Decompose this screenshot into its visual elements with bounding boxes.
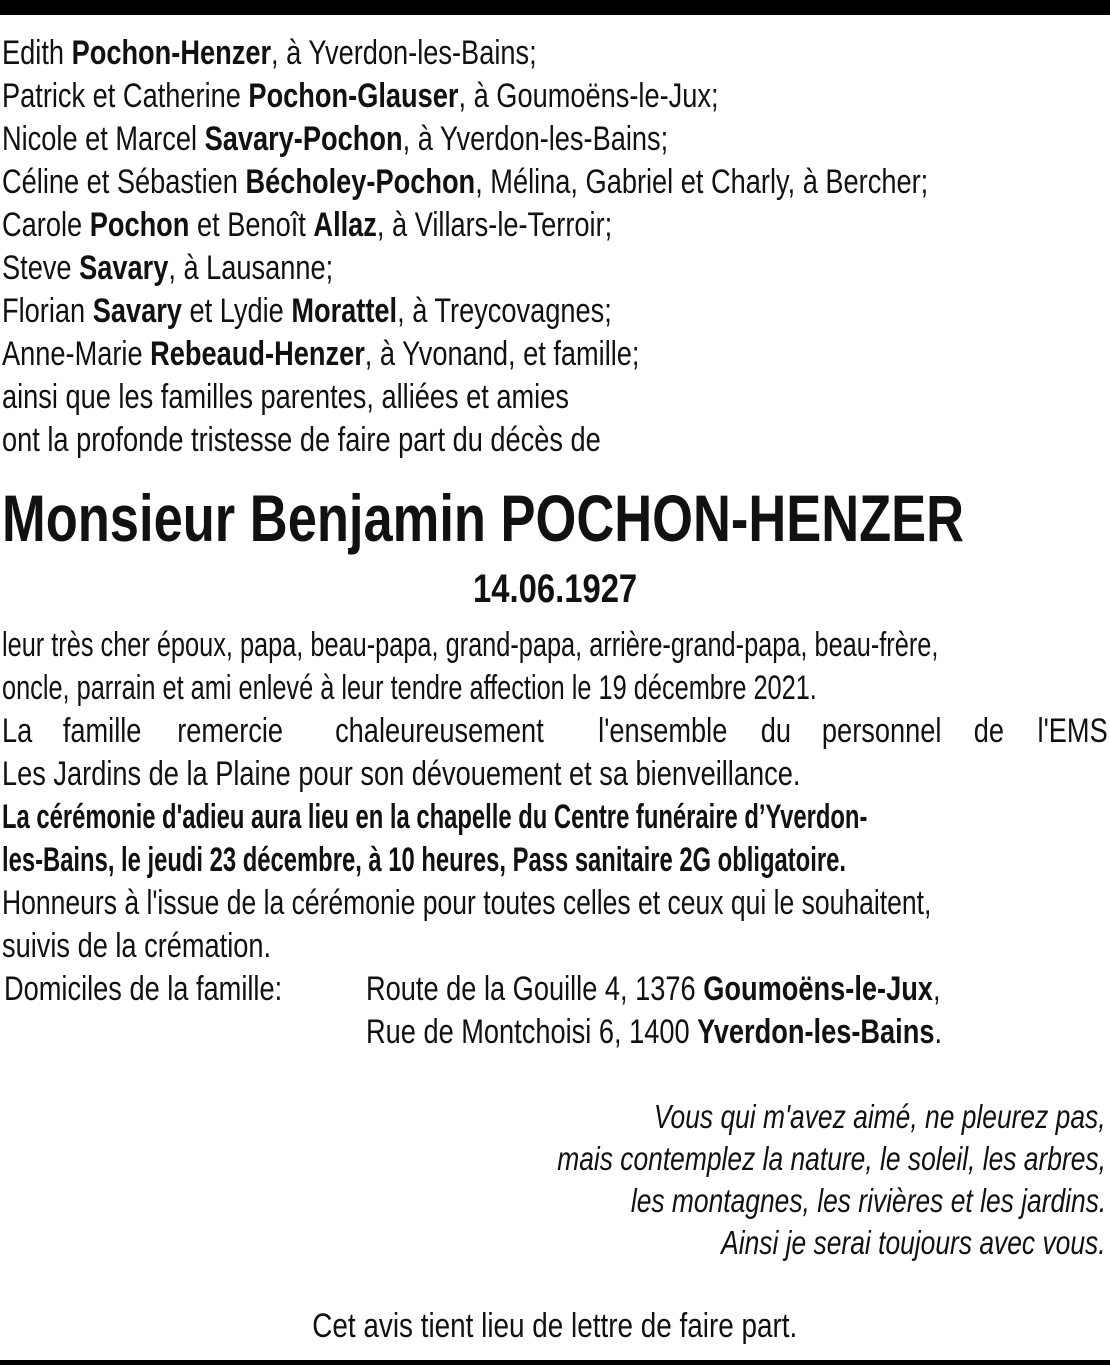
notice-body bbox=[2, 624, 1110, 1054]
poem-line: les montagnes, les rivières et les jardins. bbox=[630, 1182, 1106, 1219]
family-location: , à Goumoëns-le-Jux; bbox=[458, 77, 719, 115]
address-row bbox=[2, 968, 1110, 1011]
poem-line: Ainsi je serai toujours avec vous. bbox=[721, 1224, 1106, 1261]
address-row bbox=[2, 1011, 1110, 1054]
body-line: oncle, parrain et ami enlevé à leur tendre affection le 19 décembre 2021. bbox=[2, 669, 817, 707]
top-rule bbox=[0, 0, 1110, 15]
body-line: leur très cher époux, papa, beau-papa, grand-papa, arrière-grand-papa, beau-frère, bbox=[2, 626, 939, 664]
address-2: Rue de Montchoisi 6, 1400 Yverdon-les-Bains. bbox=[366, 1013, 943, 1051]
thanks-line bbox=[2, 710, 1108, 753]
family-given-names: Carole bbox=[2, 206, 90, 244]
family-location: , Mélina, Gabriel et Charly, à Bercher; bbox=[475, 163, 929, 201]
family-surname: Savary-Pochon bbox=[204, 120, 403, 158]
family-surname: Savary bbox=[79, 249, 169, 287]
thanks-line-2: Les Jardins de la Plaine pour son dévouement et sa bienveillance. bbox=[2, 755, 801, 793]
poem-line: mais contemplez la nature, le soleil, les arbres, bbox=[557, 1140, 1106, 1177]
family-line: Florian Savary et Lydie Morattel, à Treycovagnes; bbox=[2, 292, 612, 330]
address-label: Domiciles de la famille: bbox=[4, 970, 283, 1008]
family-line bbox=[2, 118, 1110, 161]
family-line bbox=[2, 247, 1110, 290]
family-given-names: Anne-Marie bbox=[2, 335, 151, 373]
family-given-names: Florian bbox=[2, 292, 93, 330]
thanks-word: La bbox=[2, 712, 33, 750]
family-location: , à Yverdon-les-Bains; bbox=[271, 34, 537, 72]
thanks-word: famille bbox=[62, 712, 142, 750]
family-location: , à Yverdon-les-Bains; bbox=[402, 120, 669, 158]
family-given-names: Céline et Sébastien bbox=[2, 163, 246, 201]
address-1: Route de la Gouille 4, 1376 Goumoëns-le-Jux, bbox=[366, 970, 941, 1008]
family-line bbox=[2, 333, 1110, 376]
family-surname-partner: Morattel bbox=[291, 292, 398, 330]
honours-line: Honneurs à l'issue de la cérémonie pour toutes celles et ceux qui le souhaitent, bbox=[2, 884, 932, 922]
address-town: Yverdon-les-Bains bbox=[697, 1013, 935, 1051]
family-surname: Savary bbox=[92, 292, 182, 330]
thanks-word: l'ensemble bbox=[598, 712, 728, 750]
poem-line: Vous qui m'avez aimé, ne pleurez pas, bbox=[654, 1098, 1106, 1135]
ceremony-line: les-Bains, le jeudi 23 décembre, à 10 heures, Pass sanitaire 2G obligatoire. bbox=[2, 841, 846, 879]
family-given-names: Edith bbox=[2, 34, 72, 72]
intro-line: ont la profonde tristesse de faire part du décès de bbox=[2, 421, 601, 459]
family-surname: Bécholey-Pochon bbox=[245, 163, 476, 201]
intro-line: ainsi que les familles parentes, alliées et amies bbox=[2, 378, 569, 416]
thanks-word: chaleureusement bbox=[334, 712, 544, 750]
family-location: , à Lausanne; bbox=[168, 249, 334, 287]
family-line bbox=[2, 75, 1110, 118]
birth-date: 14.06.1927 bbox=[472, 567, 638, 611]
footer-note: Cet avis tient lieu de lettre de faire part. bbox=[312, 1307, 798, 1345]
family-surname: Pochon-Henzer bbox=[71, 34, 272, 72]
family-given-names: Patrick et Catherine bbox=[2, 77, 249, 115]
family-line bbox=[2, 32, 1110, 75]
family-list bbox=[2, 32, 1110, 462]
family-location: et Benoît bbox=[189, 206, 314, 244]
family-surname: Pochon-Glauser bbox=[248, 77, 459, 115]
family-location: , à Yvonand, et famille; bbox=[364, 335, 640, 373]
honours-line: suivis de la crémation. bbox=[2, 927, 272, 965]
family-given-names: Nicole et Marcel bbox=[2, 120, 205, 158]
address-town: Goumoëns-le-Jux bbox=[703, 970, 933, 1008]
bottom-rule bbox=[0, 1360, 1110, 1365]
family-line bbox=[2, 161, 1110, 204]
thanks-word: personnel bbox=[822, 712, 942, 750]
family-given-names: Steve bbox=[2, 249, 80, 287]
thanks-word: l'EMS bbox=[1037, 712, 1108, 750]
family-line: Carole Pochon et Benoît Allaz, à Villars-le-Terroir; bbox=[2, 206, 613, 244]
family-surname: Rebeaud-Henzer bbox=[150, 335, 365, 373]
ceremony-line: La cérémonie d'adieu aura lieu en la chapelle du Centre funéraire d’Yverdon- bbox=[2, 798, 868, 836]
thanks-word: de bbox=[973, 712, 1004, 750]
deceased-name: Monsieur Benjamin POCHON-HENZER bbox=[2, 481, 965, 555]
family-location: et Lydie bbox=[181, 292, 292, 330]
poem bbox=[420, 1096, 1106, 1264]
thanks-word: remercie bbox=[176, 712, 283, 750]
thanks-word: du bbox=[760, 712, 791, 750]
family-surname-partner: Allaz bbox=[313, 206, 377, 244]
family-surname: Pochon bbox=[89, 206, 190, 244]
